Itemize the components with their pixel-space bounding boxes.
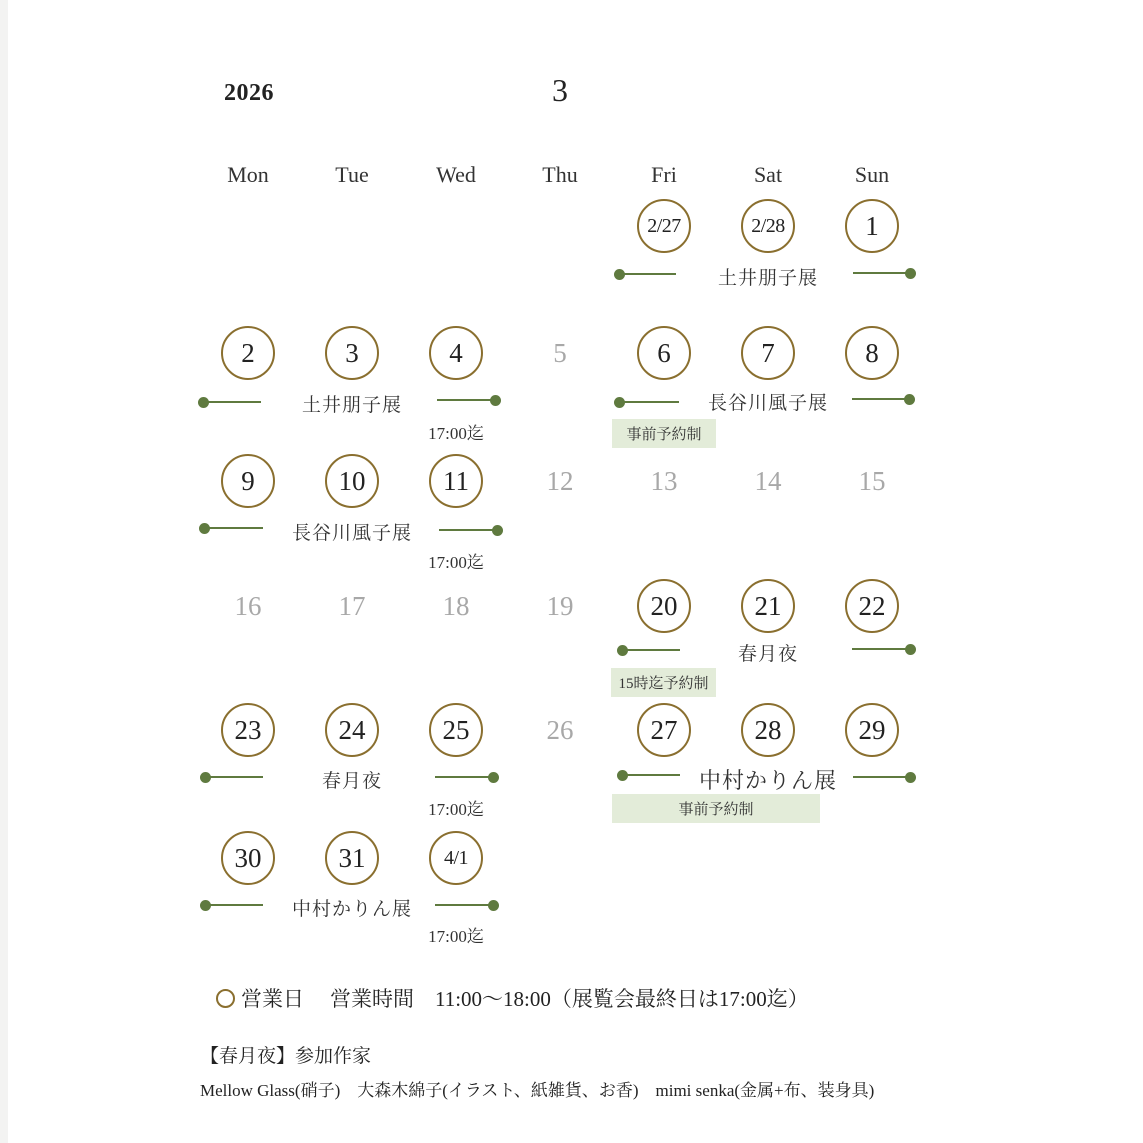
event-label-doi: 土井朋子展 — [301, 395, 403, 416]
event-end-dot — [905, 644, 916, 655]
calendar-day-open: 23 — [221, 703, 275, 757]
calendar-day-closed: 16 — [234, 590, 262, 621]
event-end-dot — [492, 525, 503, 536]
calendar-month: 3 — [552, 72, 568, 108]
event-label-nakamura: 中村かりん展 — [291, 899, 413, 920]
calendar-day-closed: 5 — [553, 337, 567, 368]
calendar-day-open: 3 — [325, 326, 379, 380]
weekday-thu: Thu — [542, 162, 578, 187]
calendar-day-closed: 17 — [338, 590, 366, 621]
event-label-hasegawa: 長谷川風子展 — [291, 523, 413, 544]
calendar-day-open: 30 — [221, 831, 275, 885]
event-line — [622, 649, 680, 651]
event-line — [205, 776, 263, 778]
event-line — [852, 648, 910, 650]
event-label-shungetsuya: 春月夜 — [737, 644, 799, 665]
weekday-mon: Mon — [227, 162, 269, 187]
calendar-day-open: 2/28 — [741, 199, 795, 253]
calendar-day-open: 10 — [325, 454, 379, 508]
event-line — [853, 272, 910, 274]
weekday-wed: Wed — [436, 162, 476, 187]
event-label-doi: 土井朋子展 — [717, 268, 819, 289]
calendar-day-open: 21 — [741, 579, 795, 633]
event-label-nakamura: 中村かりん展 — [698, 768, 838, 793]
legend — [216, 983, 809, 1013]
weekday-fri: Fri — [651, 162, 677, 187]
calendar-day-closed: 13 — [650, 465, 678, 496]
event-line — [437, 399, 495, 401]
reservation-tag: 15時迄予約制 — [611, 668, 716, 697]
calendar-year: 2026 — [224, 80, 274, 106]
reservation-tag: 事前予約制 — [612, 794, 820, 823]
event-end-dot — [488, 772, 499, 783]
event-line — [852, 398, 909, 400]
event-line — [203, 401, 261, 403]
event-line — [204, 527, 263, 529]
legend-open-label: 営業日 — [241, 987, 304, 1011]
event-line — [439, 529, 497, 531]
calendar-day-open: 7 — [741, 326, 795, 380]
calendar-day-closed: 15 — [858, 465, 886, 496]
calendar-day-closed: 18 — [442, 590, 470, 621]
open-day-ring-icon — [216, 989, 235, 1008]
event-line — [622, 774, 680, 776]
event-line — [435, 904, 493, 906]
event-line — [205, 904, 263, 906]
event-end-dot — [488, 900, 499, 911]
artists-list: Mellow Glass(硝子) 大森木綿子(イラスト、紙雑貨、お香) mimi senka(金属+布、装身具) — [200, 1081, 875, 1100]
calendar-day-open: 28 — [741, 703, 795, 757]
calendar-day-open: 20 — [637, 579, 691, 633]
calendar-day-open: 27 — [637, 703, 691, 757]
calendar-day-closed: 19 — [546, 590, 574, 621]
event-label-hasegawa: 長谷川風子展 — [707, 393, 829, 414]
event-line — [619, 273, 676, 275]
page-edge — [0, 0, 8, 1143]
closing-time-note: 17:00迄 — [428, 800, 484, 819]
calendar-day-open: 1 — [845, 199, 899, 253]
calendar-day-open: 2 — [221, 326, 275, 380]
event-label-shungetsuya: 春月夜 — [321, 771, 383, 792]
calendar-day-closed: 14 — [754, 465, 782, 496]
calendar-day-open: 25 — [429, 703, 483, 757]
calendar-day-open: 22 — [845, 579, 899, 633]
closing-time-note: 17:00迄 — [428, 424, 484, 443]
closing-time-note: 17:00迄 — [428, 927, 484, 946]
event-end-dot — [904, 394, 915, 405]
event-end-dot — [905, 772, 916, 783]
event-line — [619, 401, 679, 403]
calendar-day-closed: 26 — [546, 714, 574, 745]
closing-time-note: 17:00迄 — [428, 553, 484, 572]
weekday-tue: Tue — [335, 162, 369, 187]
calendar-day-open: 4 — [429, 326, 483, 380]
calendar-day-open: 2/27 — [637, 199, 691, 253]
calendar-day-open: 4/1 — [429, 831, 483, 885]
event-line — [435, 776, 493, 778]
calendar-day-open: 8 — [845, 326, 899, 380]
artists-title: 【春月夜】参加作家 — [200, 1046, 372, 1067]
reservation-tag: 事前予約制 — [612, 419, 716, 448]
legend-hours: 営業時間 11:00〜18:00（展覧会最終日は17:00迄） — [330, 987, 809, 1011]
calendar-day-open: 11 — [429, 454, 483, 508]
calendar-day-open: 6 — [637, 326, 691, 380]
weekday-sun: Sun — [854, 162, 890, 187]
event-end-dot — [490, 395, 501, 406]
calendar-day-open: 29 — [845, 703, 899, 757]
event-end-dot — [905, 268, 916, 279]
weekday-sat: Sat — [753, 162, 783, 187]
calendar-day-open: 9 — [221, 454, 275, 508]
calendar-day-open: 31 — [325, 831, 379, 885]
event-line — [853, 776, 910, 778]
calendar-day-closed: 12 — [546, 465, 574, 496]
calendar-day-open: 24 — [325, 703, 379, 757]
